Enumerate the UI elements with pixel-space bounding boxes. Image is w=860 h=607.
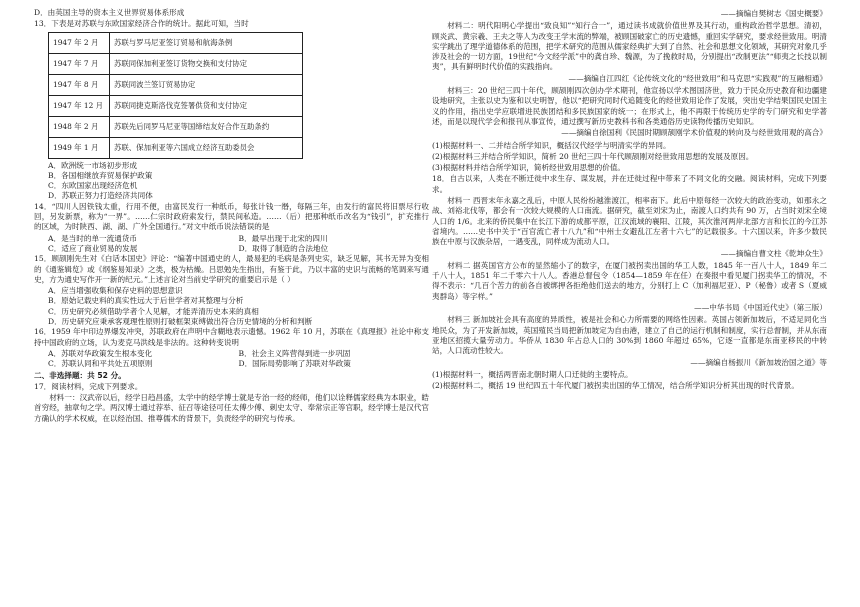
- table-row: [49, 53, 303, 74]
- q17-requirement-3: (3)根据材料并结合所学知识，简析经世致用思想的价值。: [432, 163, 626, 173]
- table-row: [49, 137, 303, 158]
- q16-stem: 16．1959 年中印边界爆发冲突，苏联政府在声明中含糊地表示遗憾。1962 年 10 月，苏联在《真理报》社论中称支持中国政府的立场，认为麦克马洪线是非法的。这种转变说明: [34, 327, 429, 347]
- q14-option-a: A．是当时的单一流通货币: [48, 233, 138, 243]
- q18-requirement-2: (2)根据材料二，概括 19 世纪四五十年代厦门被拐卖出国的华工情况，结合所学知识分析其出现的时代背景。: [432, 381, 799, 391]
- source-citation: ——中华书局《中国近代史》（第三版）: [694, 303, 827, 313]
- section-heading: 二、非选择题：共 52 分。: [34, 370, 126, 380]
- source-citation: ——摘编自樊树志《国史概要》: [720, 9, 827, 18]
- q18-material-3: 材料三 新加坡社会具有高度的异质性，被是社会和心力所需要的网络性因素。英国占领新加坡后，不适足同化当地民众，为了开发新加坡，英国殖民当局把新加坡定为自由港，建立了自己的运行机制和制度，实行总督制，并从东南亚地区招揽大量劳动力。华侨从 1830 年占总人口的 30%到 1860 年超过 65%，它逐一直都是东南亚移民的中转站，人口流动性较大。: [432, 315, 827, 356]
- q13-option-d: D．苏联正努力打造经济共同体: [48, 191, 153, 201]
- table-row: [49, 95, 303, 116]
- q16-option-b: B．社会主义阵营得到进一步巩固: [238, 348, 351, 358]
- q13-option-b: B．各国相继放弃贸易保护政策: [48, 170, 153, 180]
- q15-option-c: C．历史研究必须借助学者个人见解，才能弄清历史本来的真相: [48, 306, 259, 316]
- table-cell-event: 苏联与罗马尼亚签订贸易和航海条例: [110, 32, 303, 53]
- table-row: [49, 32, 303, 53]
- q15-stem: 15．顾颉刚先生对《白话本国史》评论：“编著中国通史的人，最易犯的毛病是条列史实，缺乏见解，其书无异为变相的《通鉴辑览》或《纲鉴易知录》之类，极为枯燥。吕思勉先生指出，有鉴于此，乃以丰富的史识与流畅的笔调来写通史，方为通史写作开一新的纪元。”上述言论对当前史学研究的重要启示是（ ）: [34, 254, 429, 284]
- q16-option-a: A．苏联对华政策发生根本变化: [48, 348, 153, 358]
- q16-options-row: [48, 359, 429, 369]
- right-column: [432, 8, 827, 392]
- q17-material-2: 材料二：明代阳明心学提出“致良知”“知行合一”，通过读书成就价值世界及其行动，重构政治哲学思想。清初，顾炎武、黄宗羲、王夫之等人为改变王学末流的弊端，被顾国破家亡的历史遗憾，重回实学研究，要求经世致用。明清实学跳出了理学道德体系的范围，把学术研究的范围从儒家经典扩大到了自然、社会和思想文化领域，其研究对象几乎涉及社会的一切方面，19世纪“今文经学派”中的龚自珍、魏源，为了挽救时局，分别提出“改制更法”“师夷之长技以制夷”，具有鲜明时代价值的实践指向。: [432, 21, 827, 72]
- table-cell-date: 1948 年 2 月: [49, 116, 110, 137]
- source-citation: ——摘编自江四红《论传统文化的“经世致用”和马克思“实践观”的互融相通》: [568, 73, 827, 83]
- q15-option-a: A．应当增强收集和保存史料的思想意识: [48, 286, 183, 296]
- q17-stem: 17．阅读材料，完成下列要求。: [34, 381, 143, 391]
- source-citation: ——摘编自曹文柱《乾坤众生》: [720, 248, 827, 258]
- q13-option-c: C．东欧国家出现经济危机: [48, 181, 138, 191]
- q17-requirement-2: (2)根据材料三并结合所学知识，简析 20 世纪三四十年代顾颉刚对经世致用思想的发展及原因。: [432, 151, 754, 161]
- left-column: [34, 8, 429, 425]
- table-row: [49, 116, 303, 137]
- q17-material-3: 材料三：20 世纪三四十年代，顾颉刚四次创办学术期刊，他宣扬以学术图国济世，致力于民众历史教育和边疆建设地研究，主张以史为鉴和以史明智，他以“把研究同时代追随变化的经世致用论作了发展，突出史学结果国民史国主义的作用，指出史学应联增进民族团结和多民族国家的统一；在形式上，他不再限于传统历史学的专门研究和史学著述，而是以现代学会和报刊从事宣传，通过撰写新历史教科书和各类通俗历史读物传播历史知识。: [432, 86, 827, 126]
- q14-options-row: [48, 244, 429, 254]
- q16-options-row: [48, 349, 429, 359]
- table-cell-date: 1947 年 12 月: [49, 95, 110, 116]
- q12-option-d: D．由英国主导的资本主义世界贸易体系形成: [34, 8, 185, 17]
- q13-option-a: A．欧洲统一市场初步形成: [48, 160, 138, 170]
- table-cell-date: 1947 年 8 月: [49, 74, 110, 95]
- q14-option-b: B．最早出现于北宋的四川: [238, 233, 328, 243]
- table-cell-event: 苏联同保加利亚签订货物交换和支付协定: [110, 53, 303, 74]
- q18-stem: 18．自古以来，人类在不断迁徙中求生存、谋发展，并在迁徙过程中带来了不同文化的交融。阅读材料，完成下列要求。: [432, 174, 827, 194]
- table-cell-event: 苏联、保加利亚等六国成立经济互助委员会: [110, 137, 303, 158]
- q18-material-2: 材料二 据英国官方公布的显然缩小了的数字，在厦门被拐卖出国的华工人数，1845 年一百八十人，1849 年二千八十人，1851 年二千零六十八人。香港总督包令（1854—1859 年在任）在奏报中看见厦门拐卖华工的情况，不得不表示：“几百个苦力的前各自被绑押各拒绝他们送去的地方，分别打上 C（加利福尼亚）、P（秘鲁）或者 S（夏威夷群岛）等字样。”: [432, 260, 827, 301]
- q14-options-row: [48, 234, 429, 244]
- q16-option-c: C．苏联认同和平共处五项原则: [48, 359, 153, 369]
- q13-table: [48, 32, 303, 159]
- q13-stem: 13．下表是对苏联与东欧国家经济合作的统计。据此可知，当时: [34, 19, 249, 29]
- source-citation: ——摘编自徐国利《民国时期顾颉刚学术价值观的转向及与经世致用观的高合》: [561, 128, 827, 138]
- q15-option-b: B．原始记载史料的真实性远大于后世学者对其整理与分析: [48, 296, 244, 306]
- q17-requirement-1: (1)根据材料一、二并结合所学知识，概括汉代经学与明清实学的异同。: [432, 140, 671, 150]
- table-cell-event: 苏联同捷克斯洛伐克签署供货和支付协定: [110, 95, 303, 116]
- source-citation: ——摘编自杨振川《新加坡治国之道》等: [690, 357, 827, 367]
- q14-stem: 14．“四川人因铁钱太重，行用不便，由富民发行一种纸币，每张计钱一缗，每隔三年，由发行的富民将旧票尽行收回，另发新票，称为“一界”。……仁宗时政府索发行，禁民间私造。……（后）把那种纸币改名为“钱引”，扩充推行的区域，为时陕西、湖、湖、广外全国通行。”对文中纸币说法错误的是: [34, 201, 429, 232]
- table-cell-event: 苏联先后同罗马尼亚等国缔结友好合作互助条约: [110, 116, 303, 137]
- q15-option-d: D．历史研究应秉承客观理性原则打破框架束缚做出符合历史情境的分析和判断: [48, 317, 313, 327]
- table-cell-date: 1947 年 2 月: [49, 32, 110, 53]
- table-cell-event: 苏联同波兰签订贸易协定: [110, 74, 303, 95]
- table-row: [49, 74, 303, 95]
- table-cell-date: 1947 年 7 月: [49, 53, 110, 74]
- table-cell-date: 1949 年 1 月: [49, 137, 110, 158]
- q14-option-c: C．适应了商业贸易的发展: [48, 243, 138, 253]
- q17-material-1: 材料一：汉武帝以后，经学日趋昌盛，太学中的经学博士就是专治一经的经师，他们以诠释儒家经典为本职业，皓首穷经，抽章句之学。两汉博士通过荐举、征召等途径可任太傅少傅、刺史太守、奉常宗正等官职，经学博士是汉代官方确认的学术权威，在以经治国、推尊儒术的背景下，负责经学的研究与传承。: [34, 393, 429, 423]
- q16-option-d: D．国际局势影响了苏联对华政策: [238, 359, 351, 369]
- q18-material-1: 材料一 西晋末年永嘉之乱后，中原人民纷纷越淮渡江，相率南下。此后中原每经一次较大的政治变动，如那永之战、刘裕北伐等，都会有一次较大规模的人口南流。据研究，截至刘宋为止，南渡人口约共有 90 万，占当时刘宋全境人口的 1/6。北来的侨民集中在长江下游的成都平原，江汉流域的襄阳、江陵，其次淮河两岸北部方言和长江的今江苏省境内。……史书中关于“百官流亡者十八九”和“中州士女避乱江左者十六七”的记载很多。十六国以来，许多少数民族在中原与汉族杂居，一遇变乱，同样成为流动人口。: [432, 196, 827, 247]
- q14-option-d: D．取得了制造的合法地位: [238, 243, 329, 253]
- q18-requirement-1: (1)根据材料一，概括两晋南北朝时期人口迁徙的主要特点。: [432, 369, 633, 379]
